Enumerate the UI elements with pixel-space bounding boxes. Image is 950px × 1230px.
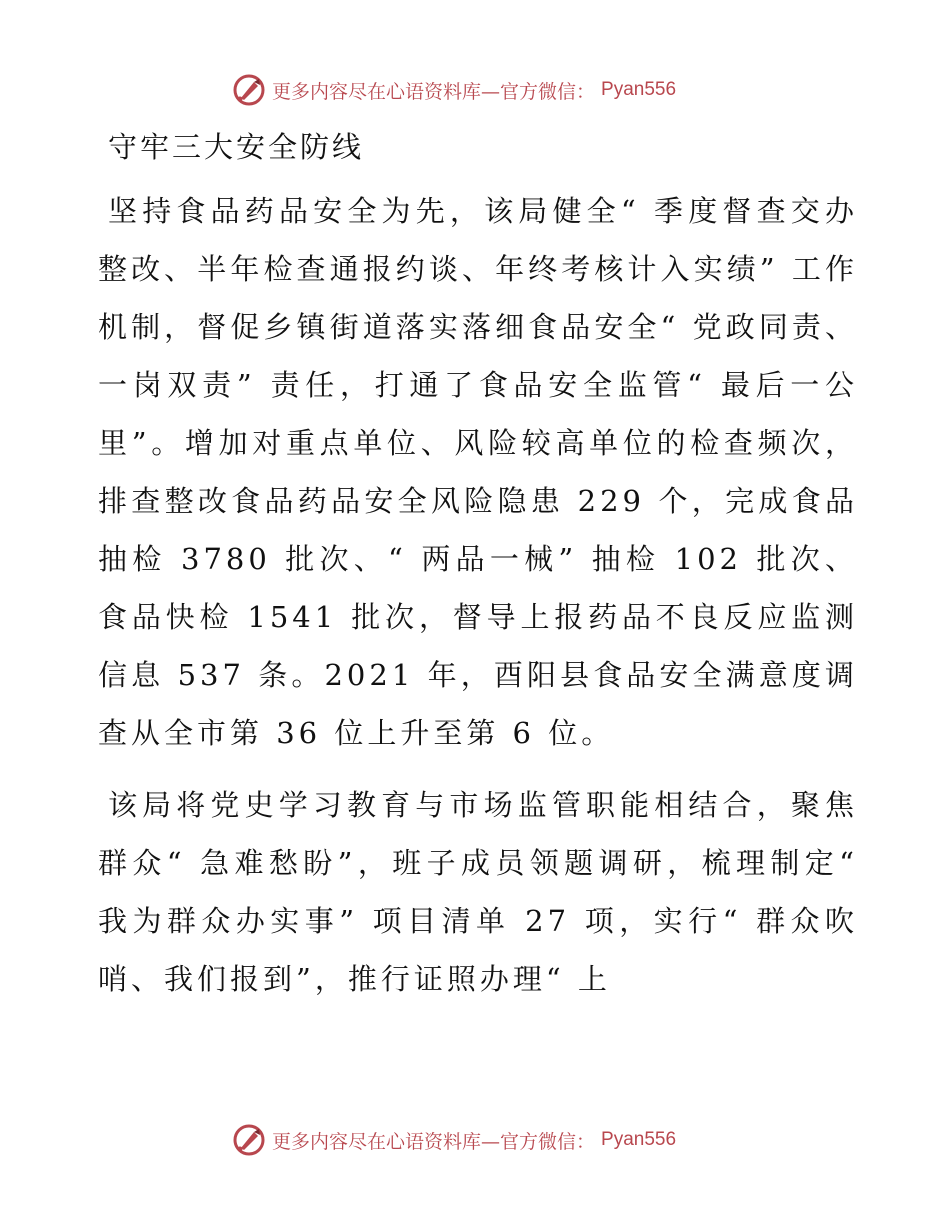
- watermark-text: 更多内容尽在心语资料库—官方微信：: [272, 80, 596, 103]
- paragraph-party-history: 该局将党史学习教育与市场监管职能相结合，聚焦群众“ 急难愁盼”，班子成员领题调研，梳理制定“ 我为群众办实事” 项目清单 27 项，实行“ 群众吹哨、我们报到”，推行证照办理“ 上: [98, 788, 858, 996]
- paragraph-food-safety: 坚持食品药品安全为先，该局健全“ 季度督查交办整改、半年检查通报约谈、年终考核计入实绩” 工作机制，督促乡镇街道落实落细食品安全“ 党政同责、一岗双责” 责任，打通了食品安全监管“ 最后一公里”。增加对重点单位、风险较高单位的检查频次，排查整改食品药品安全风险隐患 229 个，完成食品抽检 3780 批次、“ 两品一械” 抽检 102 批次、食品快检 1541 批次，督导上报药品不良反应监测信息 537 条。2021 年，酉阳县食品安全满意度调查从全市第 36 位上升至第 6 位。: [98, 194, 858, 750]
- pen-nib-logo-icon: [232, 73, 266, 107]
- watermark-footer: [232, 1122, 676, 1158]
- watermark-header: [232, 72, 676, 108]
- watermark-text: 更多内容尽在心语资料库—官方微信：: [272, 1130, 596, 1153]
- watermark-wechat-id: Pyan556: [601, 1129, 677, 1150]
- document-body: [98, 122, 858, 1022]
- section-heading: 守牢三大安全防线: [108, 130, 365, 164]
- watermark-wechat-id: Pyan556: [601, 79, 677, 100]
- pen-nib-logo-icon: [232, 1123, 266, 1157]
